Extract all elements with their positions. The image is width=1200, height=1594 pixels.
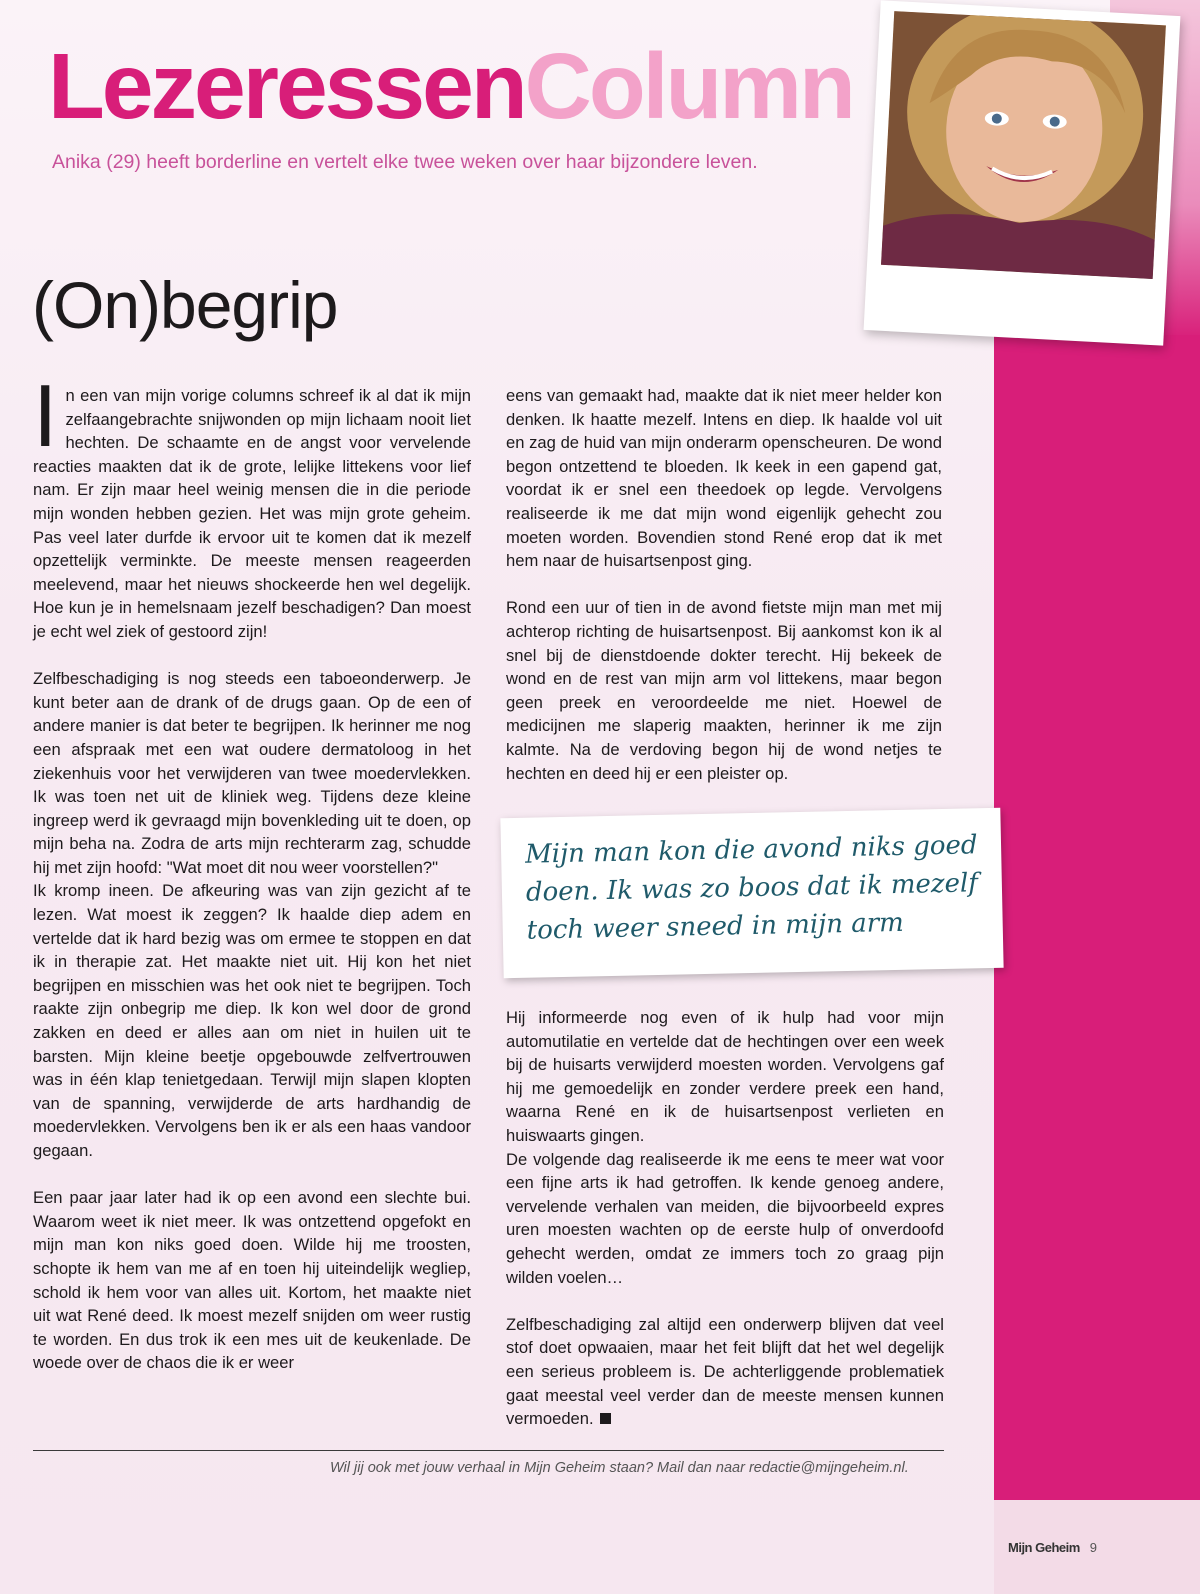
- paragraph-text: n een van mijn vorige columns schreef ik al dat ik mijn zelfaangebrachte snijwonden op mijn lichaam nooit liet hechten. De schaamte en de angst voor vervelende reacties maakten dat ik de grote, lelijke littekens voor lief nam. Er zijn maar heel weinig mensen die in die periode mijn wonden hebben gezien. Het was mijn grote geheim. Pas veel later durfde ik ervoor uit te komen dat ik mezelf opzettelijk verminkte. De meeste mensen reageerden meelevend, maar het nieuws shockeerde hen wel degelijk. Hoe kun je in hemelsnaam jezelf beschadigen? Dan moest je echt wel ziek of gestoord zijn!: [33, 386, 471, 641]
- page-number: 9: [1089, 1540, 1098, 1555]
- paragraph: Ik kromp ineen. De afkeuring was van zijn gezicht af te lezen. Wat moest ik zeggen? Ik haalde diep adem en vertelde dat ik hard bezig was om ermee te stoppen en dat ik in therapie zat. Het maakte niet uit. Hij kon het niet begrijpen en misschien was het ook niet te begrijpen. Toch raakte zijn onbegrip me diep. Ik kon wel door de grond zakken en deed er alles aan om niet in huilen uit te barsten. Mijn kleine beetje opgebouwde zelfvertrouwen was in één klap tenietgedaan. Terwijl mijn slapen klopten van de spanning, verwijderde de arts hardhandig de moedervlekken. Vervolgens ben ik er als een haas vandoor gegaan.: [33, 881, 471, 1160]
- column-title: [48, 34, 853, 138]
- paragraph: [506, 1313, 944, 1431]
- portrait-illustration: [881, 11, 1166, 279]
- paragraph: [33, 366, 471, 644]
- paragraph: Een paar jaar later had ik op een avond een slechte bui. Waarom weet ik niet meer. Ik was ontzettend opgefokt en mijn man kon niks goed doen. Wilde hij me troosten, schopte ik hem van me af en toen hij uiteindelijk wegliep, schold ik hem voor van alles uit. Kortom, het maakte niet uit wat René deed. Ik moest mezelf snijden om weer rustig te worden. En dus trok ik een mes uit de keukenlade. De woede over de chaos die ik er weer: [33, 1188, 471, 1373]
- paragraph-text: Zelfbeschadiging zal altijd een onderwerp blijven dat veel stof doet opwaaien, maar het feit blijft dat het wel degelijk een serieus probleem is. De achterliggende problematiek gaat meestal veel verder dan de meeste mensen kunnen vermoeden.: [506, 1314, 944, 1429]
- paragraph: eens van gemaakt had, maakte dat ik niet meer helder kon denken. Ik haatte mezelf. Intens en diep. Ik haalde vol uit en zag de huid van mijn onderarm openscheuren. De wond begon ontzettend te bloeden. Ik keek in een gapend gat, voordat ik er snel een theedoek op legde. Vervolgens realiseerde ik me dat mijn wond eigenlijk gehecht zou moeten worden. Bovendien stond René erop dat ik met hem naar de huisartsenpost ging.: [506, 386, 942, 571]
- paragraph: Rond een uur of tien in de avond fietste mijn man met mij achterop richting de huisartsenpost. Bij aankomst kon ik al snel bij de dienstdoende dokter terecht. Hij bekeek de wond en de rest van mijn arm vol littekens, maar begon geen preek en veroordeelde me niet. Hoewel de medicijnen me slaperig maakten, herinner ik me zijn kalmte. Na de verdoving begon hij de wond netjes te hechten en deed hij er een pleister op.: [506, 598, 942, 783]
- end-of-article-square-icon: [600, 1413, 611, 1424]
- intro-text: Anika (29) heeft borderline en vertelt elke twee weken over haar bijzondere leven.: [52, 151, 758, 173]
- column-title-part1: Lezeressen: [48, 34, 525, 138]
- author-photo-frame: [864, 0, 1181, 345]
- pull-quote-text: Mijn man kon die avond niks goed doen. Ik was zo boos dat ik mezelf toch weer sneed in mijn arm: [524, 830, 979, 946]
- article-column-left: [33, 366, 471, 1399]
- pink-side-band: [994, 335, 1200, 1594]
- article-column-right-bottom: [506, 1006, 944, 1454]
- paragraph: Hij informeerde nog even of ik hulp had voor mijn automutilatie en vertelde dat de hechtingen over een week bij de huisarts verwijderd moesten worden. Vervolgens gaf hij me gemoedelijk en zonder verdere preek een hand, waarna René en ik de huisartsenpost verlieten en huiswaarts gingen.: [506, 1008, 944, 1145]
- submission-note: Wil jij ook met jouw verhaal in Mijn Geheim staan? Mail dan naar redactie@mijngeheim.nl.: [330, 1460, 909, 1476]
- paragraph: Zelfbeschadiging is nog steeds een taboeonderwerp. Je kunt beter aan de drank of de drugs gaan. Op de een of andere manier is dat beter te begrijpen. Ik herinner me nog een afspraak met een wat oudere dermatoloog in het ziekenhuis voor het verwijderen van twee moedervlekken. Ik was toen net uit de kliniek weg. Tijdens deze kleine ingreep werd ik gevraagd mijn bovenkleding uit te doen, op mijn beha na. Zodra de arts mijn rechterarm zag, schudde hij met zijn hoofd: "Wat moet dit nou weer voorstellen?": [33, 669, 471, 877]
- article-headline: (On)begrip: [32, 268, 338, 342]
- author-photo: [881, 11, 1166, 279]
- footer-divider: [33, 1450, 944, 1451]
- paragraph: De volgende dag realiseerde ik me eens te meer wat voor een fijne arts ik had getroffen. Ik kende genoeg andere, vervelende verhalen van meiden, die bijvoorbeeld expres uren moesten wachten op de eerste hulp of onverdoofd gehecht werden, omdat ze immers toch zo graag pijn wilden voelen…: [506, 1149, 944, 1287]
- drop-cap: I: [33, 366, 58, 465]
- pull-quote: [500, 808, 1003, 978]
- page-footer: [1008, 1540, 1097, 1555]
- magazine-name: Mijn Geheim: [1008, 1540, 1080, 1555]
- column-title-part2: Column: [524, 34, 853, 138]
- article-column-right-top: [506, 384, 942, 809]
